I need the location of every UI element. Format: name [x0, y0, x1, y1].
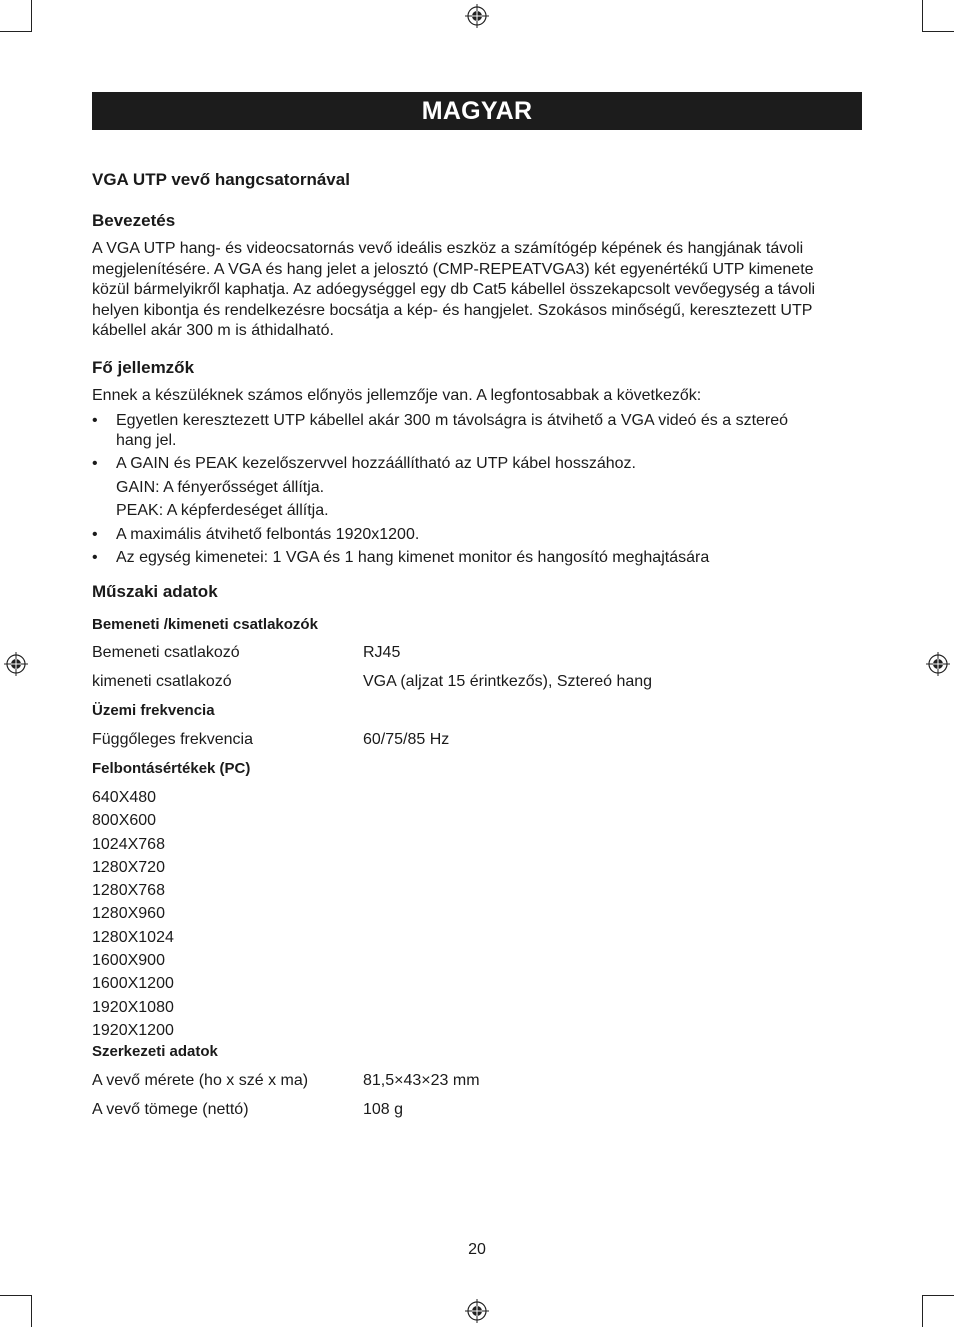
- spec-label: A vevő tömege (nettó): [92, 1100, 249, 1118]
- registration-mark-icon: [465, 1299, 489, 1323]
- spec-value: RJ45: [363, 644, 401, 661]
- registration-mark-icon: [4, 652, 28, 676]
- list-item: [92, 454, 864, 475]
- features-list: [92, 411, 864, 569]
- spec-group-heading: Bemeneti /kimeneti csatlakozók: [92, 615, 318, 633]
- feature-text: hang jel.: [116, 432, 177, 449]
- spec-value: 81,5×43×23 mm: [363, 1071, 480, 1089]
- spec-group-heading: Felbontásértékek (PC): [92, 759, 251, 777]
- crop-mark: [31, 0, 32, 32]
- spec-row: [92, 1100, 864, 1121]
- list-item: 1600X1200: [92, 975, 174, 993]
- intro-paragraph: [92, 239, 864, 342]
- peak-note: PEAK: A képferdeséget állítja.: [116, 502, 329, 519]
- bullet-icon: •: [92, 455, 98, 472]
- intro-line: közül bármelyikről kaphatja. Az adóegységgel egy db Cat5 kábellel összekapcsolt vevőegység a távoli: [92, 281, 816, 298]
- crop-mark: [31, 1295, 32, 1327]
- document-body: [92, 170, 864, 1129]
- gain-note: GAIN: A fényerősséget állítja.: [116, 478, 325, 496]
- spec-row: [92, 672, 864, 693]
- spec-label: Bemeneti csatlakozó: [92, 644, 240, 661]
- list-item: 1920X1200: [92, 1021, 174, 1039]
- registration-mark-icon: [465, 4, 489, 28]
- list-item: [92, 411, 864, 452]
- list-item: 1600X900: [92, 952, 165, 970]
- list-item: [92, 525, 864, 546]
- intro-line: kábellel akár 300 m is áthidalható.: [92, 322, 334, 339]
- list-item: [92, 548, 864, 569]
- spec-label: Függőleges frekvencia: [92, 730, 253, 748]
- feature-text: A GAIN és PEAK kezelőszervvel hozzáállítható az UTP kábel hosszához.: [116, 455, 636, 472]
- spec-value: 60/75/85 Hz: [363, 730, 450, 748]
- spec-label: A vevő mérete (ho x szé x ma): [92, 1071, 309, 1089]
- resolution-list: [92, 786, 864, 1042]
- language-header-text: MAGYAR: [421, 96, 533, 125]
- spec-group-heading: Szerkezeti adatok: [92, 1043, 218, 1061]
- list-item: 640X480: [92, 789, 157, 806]
- crop-mark: [0, 31, 32, 32]
- list-item: 1280X720: [92, 858, 165, 876]
- document-title: VGA UTP vevő hangcsatornával: [92, 170, 350, 189]
- crop-mark: [0, 1295, 32, 1296]
- registration-mark-icon: [926, 652, 950, 676]
- feature-text: Egyetlen keresztezett UTP kábellel akár 300 m távolságra is átvihető a VGA videó és a sztereó: [116, 411, 789, 429]
- spec-row: [92, 1071, 864, 1092]
- spec-row: [92, 730, 864, 751]
- bullet-icon: •: [92, 411, 98, 429]
- spec-group-heading: Üzemi frekvencia: [92, 702, 215, 719]
- crop-mark: [922, 31, 954, 32]
- list-item: 1024X768: [92, 835, 165, 853]
- crop-mark: [922, 0, 923, 32]
- page-number: 20: [468, 1241, 486, 1258]
- intro-line: megjelenítésére. A VGA és hang jelet a jelosztó (CMP-REPEATVGA3) két egyenértékű UTP kimenete: [92, 260, 814, 278]
- list-item: 1280X768: [92, 882, 165, 900]
- list-item: 1280X960: [92, 905, 165, 923]
- list-item: 1280X1024: [92, 928, 174, 946]
- spec-row: [92, 643, 864, 664]
- intro-line: helyen kibontja és rendelkezésre bocsátja a kép- és hangjelet. Szokásos minőségű, keresztezett UTP: [92, 301, 813, 319]
- language-header: [92, 92, 862, 130]
- list-item: 1920X1080: [92, 998, 174, 1016]
- section-heading-intro: Bevezetés: [92, 210, 176, 230]
- crop-mark: [922, 1295, 954, 1296]
- feature-text: Az egység kimenetei: 1 VGA és 1 hang kimenet monitor és hangosító meghajtására: [116, 548, 710, 566]
- intro-line: A VGA UTP hang- és videocsatornás vevő ideális eszköz a számítógép képének és hangjának távoli: [92, 240, 804, 257]
- spec-value: 108 g: [363, 1100, 404, 1118]
- spec-value: VGA (aljzat 15 érintkezős), Sztereó hang: [363, 673, 653, 690]
- list-item: 800X600: [92, 812, 157, 830]
- feature-text: A maximális átvihető felbontás 1920x1200.: [116, 525, 420, 543]
- features-lead: Ennek a készüléknek számos előnyös jellemzője van. A legfontosabbak a következők:: [92, 387, 702, 404]
- crop-mark: [922, 1295, 923, 1327]
- section-heading-features: Fő jellemzők: [92, 357, 195, 377]
- bullet-icon: •: [92, 525, 98, 543]
- section-heading-specs: Műszaki adatok: [92, 582, 218, 601]
- bullet-icon: •: [92, 548, 98, 566]
- spec-label: kimeneti csatlakozó: [92, 673, 232, 690]
